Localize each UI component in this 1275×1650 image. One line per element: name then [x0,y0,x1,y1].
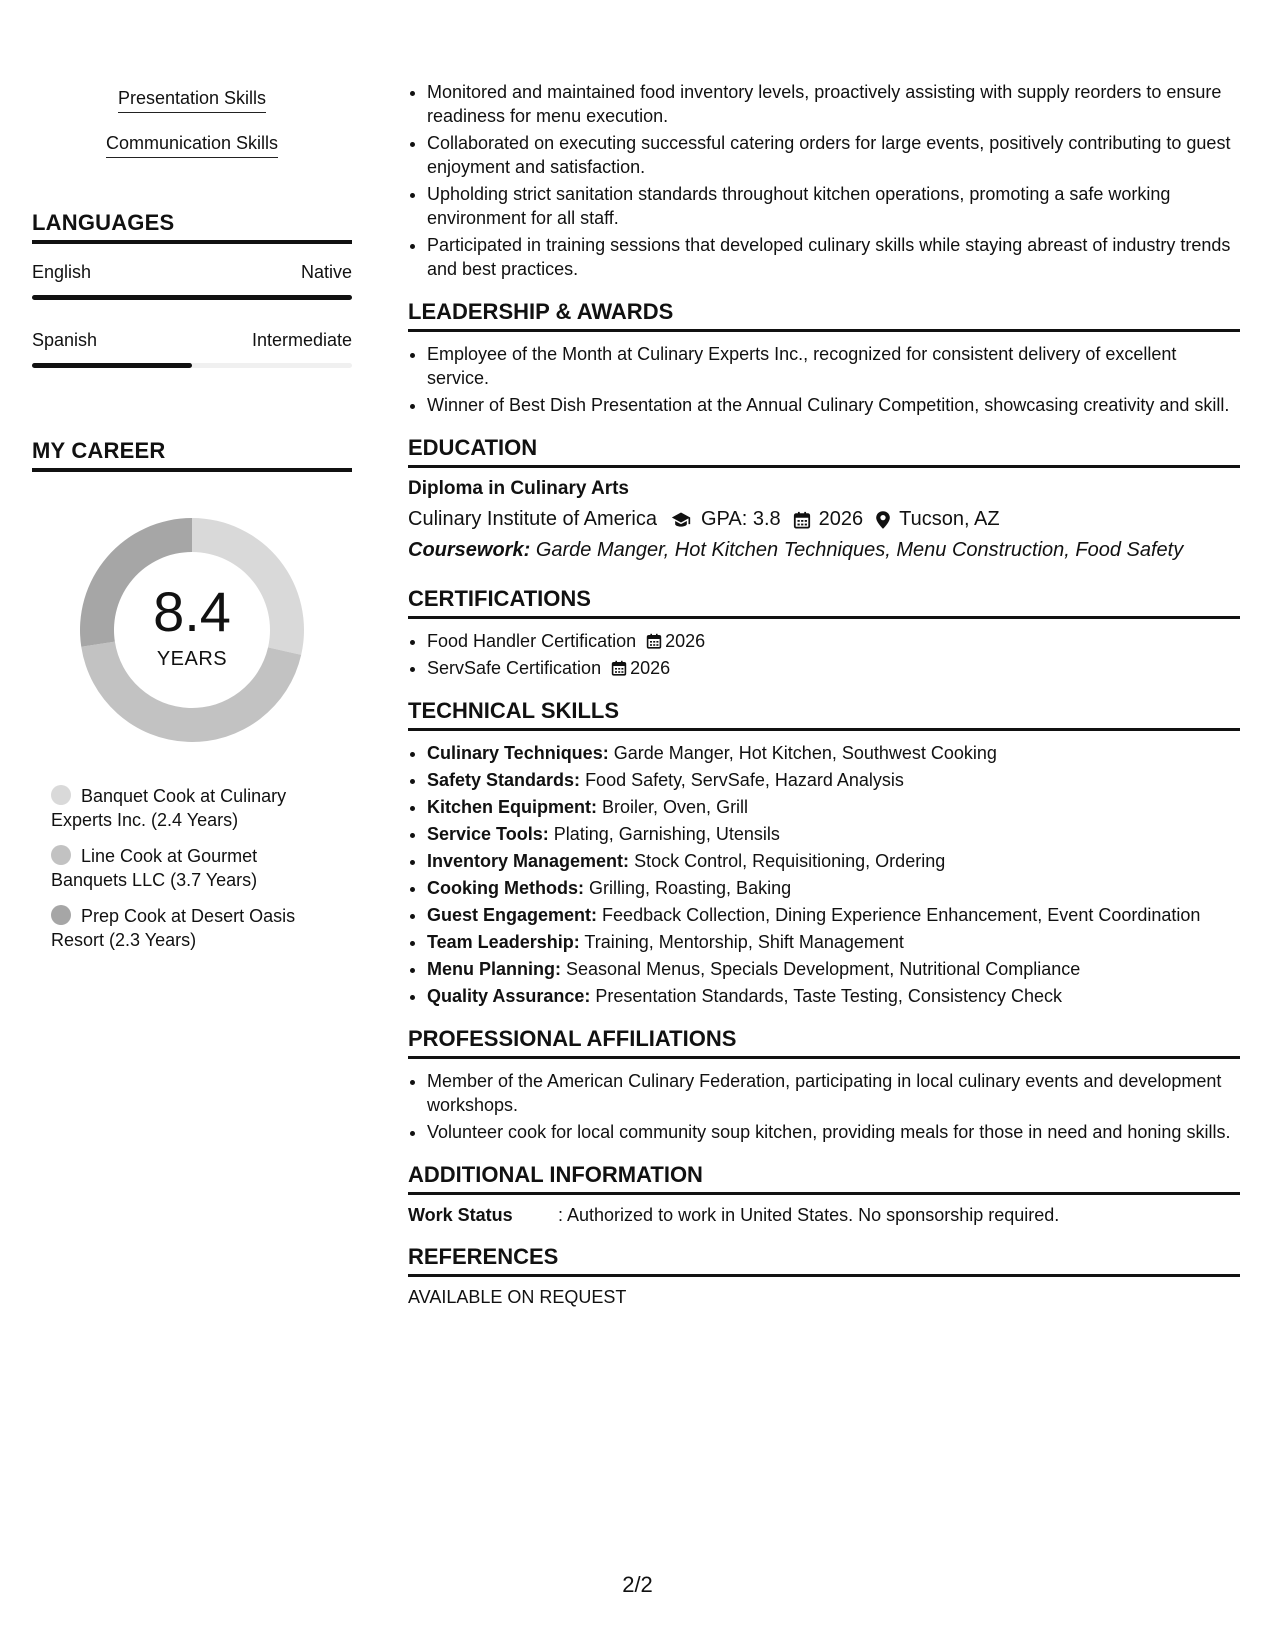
career-heading: MY CAREER [32,438,352,472]
language-row [32,330,352,351]
leadership-item: • Winner of Best Dish Presentation at the Annual Culinary Competition, showcasing creativity and skill. [427,393,1240,417]
skill-values: Training, Mentorship, Shift Management [584,932,904,952]
location-pin-icon [875,510,891,530]
language-name: Spanish [32,330,98,350]
legend-dot-icon [51,785,71,805]
experience-bullets [408,80,1240,281]
coursework-list: Garde Manger, Hot Kitchen Techniques, Menu Construction, Food Safety [535,539,1184,561]
skill-values: Grilling, Roasting, Baking [589,878,792,898]
work-status-row [408,1205,1240,1226]
education-gpa: GPA: 3.8 [701,508,781,530]
experience-bullet: • Upholding strict sanitation standards throughout kitchen operations, promoting a safe working environment for all staff. [427,182,1240,230]
skill-category: Team Leadership: [427,932,580,952]
language-row [32,262,352,283]
skill-values: Garde Manger, Hot Kitchen, Southwest Cooking [613,743,997,763]
education-location: Tucson, AZ [899,508,1000,530]
career-role-label: Prep Cook at Desert Oasis Resort (2.3 Years) [51,906,296,950]
work-status-label: Work Status [408,1205,513,1225]
skill-tag-row [32,133,352,178]
career-total-years: 8.4 [153,579,231,643]
technical-skill-item [427,741,1240,765]
experience-bullet: • Participated in training sessions that developed culinary skills while staying abreast of industry trends and best practices. [427,233,1240,281]
right-column [408,80,1240,1308]
work-status-value: : Authorized to work in United States. No sponsorship required. [558,1205,1060,1225]
graduation-cap-icon [669,510,693,530]
skill-values: Food Safety, ServSafe, Hazard Analysis [585,770,904,790]
skill-category: Menu Planning: [427,959,561,979]
skill-category: Service Tools: [427,824,549,844]
technical-skill-item [427,768,1240,792]
career-legend-item [51,784,321,832]
career-legend-item [51,904,321,952]
skill-tag: Communication Skills [106,133,278,158]
technical-skills-list [408,741,1240,1008]
languages-heading: LANGUAGES [32,210,352,244]
skill-category: Safety Standards: [427,770,581,790]
page-number: 2/2 [622,1572,653,1597]
education-coursework [408,539,1240,562]
certifications-heading: CERTIFICATIONS [408,586,1240,619]
technical-skills-heading: TECHNICAL SKILLS [408,698,1240,731]
experience-bullet: • Collaborated on executing successful catering orders for large events, positively contributing to guest enjoyment and satisfaction. [427,131,1240,179]
technical-skill-item [427,984,1240,1008]
calendar-icon [611,660,627,676]
language-proficiency-bar [32,363,352,368]
career-legend-item [51,844,321,892]
affiliations-list [408,1069,1240,1144]
education-heading: EDUCATION [408,435,1240,468]
certifications-list [408,629,1240,680]
skill-category: Culinary Techniques: [427,743,609,763]
technical-skill-item [427,795,1240,819]
references-text: AVAILABLE ON REQUEST [408,1287,627,1307]
leadership-list [408,342,1240,417]
languages-section [32,210,352,368]
references-heading: REFERENCES [408,1244,1240,1277]
additional-info-heading: ADDITIONAL INFORMATION [408,1162,1240,1195]
education-degree: Diploma in Culinary Arts [408,478,629,499]
career-donut-chart [72,510,312,750]
career-section [32,438,352,952]
skill-values: Feedback Collection, Dining Experience Enhancement, Event Coordination [602,905,1201,925]
legend-dot-icon [51,845,71,865]
affiliation-item: • Volunteer cook for local community soup kitchen, providing meals for those in need and honing skills. [427,1120,1240,1144]
language-proficiency-bar [32,295,352,300]
certification-year: 2026 [665,631,706,651]
skill-category: Guest Engagement: [427,905,598,925]
certification-item [427,656,1240,680]
skill-values: Plating, Garnishing, Utensils [553,824,780,844]
technical-skill-item [427,876,1240,900]
skill-category: Cooking Methods: [427,878,584,898]
calendar-icon [646,633,662,649]
leadership-item: • Employee of the Month at Culinary Experts Inc., recognized for consistent delivery of excellent service. [427,342,1240,390]
technical-skill-item [427,957,1240,981]
leadership-heading: LEADERSHIP & AWARDS [408,299,1240,332]
education-school: Culinary Institute of America [408,508,657,530]
career-total-unit: YEARS [156,647,228,670]
affiliations-heading: PROFESSIONAL AFFILIATIONS [408,1026,1240,1059]
affiliation-item: • Member of the American Culinary Federation, participating in local culinary events and development workshops. [427,1069,1240,1117]
coursework-label: Coursework: [408,539,531,561]
certification-name: ServSafe Certification [427,658,602,678]
skill-tag: Presentation Skills [118,88,266,113]
calendar-icon [793,510,811,530]
experience-bullet: • Monitored and maintained food inventory levels, proactively assisting with supply reorders to ensure readiness for menu execution. [427,80,1240,128]
language-level: Intermediate [251,330,352,350]
language-level: Native [300,262,352,282]
education-details [408,508,1240,531]
career-legend [32,784,352,952]
career-role-label: Banquet Cook at Culinary Experts Inc. (2.4 Years) [51,786,287,830]
language-proficiency-fill [32,295,352,300]
certification-name: Food Handler Certification [427,631,637,651]
skill-category: Kitchen Equipment: [427,797,597,817]
education-year: 2026 [818,508,864,530]
legend-dot-icon [51,905,71,925]
skill-tag-row [32,78,352,133]
left-column [32,78,352,964]
skill-values: Broiler, Oven, Grill [602,797,749,817]
skill-values: Seasonal Menus, Specials Development, Nutritional Compliance [566,959,1081,979]
technical-skill-item [427,849,1240,873]
certification-year: 2026 [630,658,671,678]
skill-values: Stock Control, Requisitioning, Ordering [634,851,946,871]
skill-category: Quality Assurance: [427,986,591,1006]
skill-category: Inventory Management: [427,851,630,871]
skill-values: Presentation Standards, Taste Testing, Consistency Check [595,986,1062,1006]
career-role-label: Line Cook at Gourmet Banquets LLC (3.7 Years) [51,846,258,890]
technical-skill-item [427,903,1240,927]
donut-center [72,510,312,750]
certification-item [427,629,1240,653]
language-name: English [32,262,92,282]
language-proficiency-fill [32,363,192,368]
technical-skill-item [427,930,1240,954]
technical-skill-item [427,822,1240,846]
